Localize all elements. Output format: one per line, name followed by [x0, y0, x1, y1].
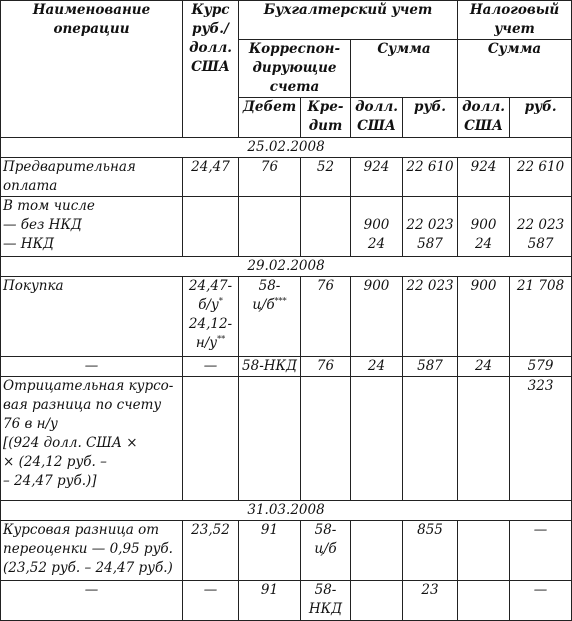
- tax-usd-cell: 900 24: [458, 197, 510, 257]
- tax-usd-cell: [458, 581, 510, 621]
- rub-cell: 22 023: [403, 277, 458, 357]
- rub-cell: [403, 377, 458, 501]
- tax-usd-cell: 24: [458, 357, 510, 377]
- tax-usd-cell: 900: [458, 277, 510, 357]
- debit-cell: [239, 377, 301, 501]
- rub-cell: 587: [403, 357, 458, 377]
- debit-cell: 58-НКД: [239, 357, 301, 377]
- rub-cell: 23: [403, 581, 458, 621]
- debit-cell: 91: [239, 521, 301, 581]
- usd-cell: 900: [351, 277, 403, 357]
- header-operation: Наименование операции: [1, 1, 183, 138]
- operation-name: Предварительная оплата: [1, 158, 183, 197]
- table-row: [1, 277, 572, 357]
- header-accounting: Бухгалтерский учет: [239, 1, 458, 40]
- debit-line: ц/б***: [252, 296, 287, 313]
- rate-cell: [183, 377, 239, 501]
- header-debit: Дебет: [239, 98, 301, 138]
- credit-cell: 58- НКД: [301, 581, 351, 621]
- rate-cell: [183, 197, 239, 257]
- credit-cell: 52: [301, 158, 351, 197]
- credit-cell: [301, 197, 351, 257]
- rate-cell: —: [183, 581, 239, 621]
- rate-line: н/у**: [195, 334, 226, 351]
- usd-cell: [351, 521, 403, 581]
- tax-usd-cell: 924: [458, 158, 510, 197]
- rate-cell: 23,52: [183, 521, 239, 581]
- debit-cell: [239, 277, 301, 357]
- operation-name: В том числе — без НКД — НКД: [1, 197, 183, 257]
- rate-cell: [183, 277, 239, 357]
- debit-line: 58-: [258, 278, 281, 294]
- footnote-mark: **: [217, 334, 226, 344]
- tax-rub-cell: 579: [510, 357, 572, 377]
- tax-usd-cell: [458, 521, 510, 581]
- date-row: 25.02.2008: [1, 138, 572, 158]
- usd-cell: 900 24: [351, 197, 403, 257]
- debit-cell: 76: [239, 158, 301, 197]
- credit-cell: 58- ц/б: [301, 521, 351, 581]
- usd-cell: [351, 581, 403, 621]
- rate-line: 24,12-: [188, 316, 233, 332]
- credit-cell: 76: [301, 357, 351, 377]
- table-row: [1, 377, 572, 501]
- header-rub: руб.: [403, 98, 458, 138]
- table-row: [1, 357, 572, 377]
- date-row: 31.03.2008: [1, 501, 572, 521]
- tax-rub-cell: —: [510, 581, 572, 621]
- header-rate: Курс руб./ долл. США: [183, 1, 239, 138]
- debit-cell: [239, 197, 301, 257]
- rate-cell: —: [183, 357, 239, 377]
- tax-usd-cell: [458, 377, 510, 501]
- usd-cell: 924: [351, 158, 403, 197]
- operation-name: Курсовая разница от переоценки — 0,95 руб. (23,52 руб. – 24,47 руб.): [1, 521, 183, 581]
- table-row: [1, 158, 572, 197]
- header-tax-sum: Сумма: [458, 40, 572, 98]
- credit-cell: [301, 377, 351, 501]
- rub-cell: 855: [403, 521, 458, 581]
- operation-name: —: [1, 357, 183, 377]
- table-row: [1, 197, 572, 257]
- header-corr-accounts: Корреспон- дирующие счета: [239, 40, 351, 98]
- rate-cell: 24,47: [183, 158, 239, 197]
- footnote-mark: *: [218, 296, 223, 306]
- usd-cell: [351, 377, 403, 501]
- tax-rub-cell: 323: [510, 377, 572, 501]
- table-row: [1, 521, 572, 581]
- header-tax-usd: долл. США: [458, 98, 510, 138]
- header-sum: Сумма: [351, 40, 458, 98]
- tax-rub-cell: 22 023 587: [510, 197, 572, 257]
- credit-cell: 76: [301, 277, 351, 357]
- date-row: 29.02.2008: [1, 257, 572, 277]
- table-row: [1, 581, 572, 621]
- operation-name: Покупка: [1, 277, 183, 357]
- operation-name: Отрицательная курсо- вая разница по счету 76 в н/у [(924 долл. США × × (24,12 руб. – – 24,47 руб.)]: [1, 377, 183, 501]
- usd-cell: 24: [351, 357, 403, 377]
- header-credit: Кре- дит: [301, 98, 351, 138]
- rate-line: б/у*: [198, 296, 223, 313]
- header-tax: Налоговый учет: [458, 1, 572, 40]
- tax-rub-cell: —: [510, 521, 572, 581]
- rub-cell: 22 023 587: [403, 197, 458, 257]
- footnote-mark: ***: [274, 296, 287, 306]
- tax-rub-cell: 22 610: [510, 158, 572, 197]
- rub-cell: 22 610: [403, 158, 458, 197]
- header-usd: долл. США: [351, 98, 403, 138]
- tax-rub-cell: 21 708: [510, 277, 572, 357]
- operation-name: —: [1, 581, 183, 621]
- rate-line: 24,47-: [188, 278, 233, 294]
- header-tax-rub: руб.: [510, 98, 572, 138]
- debit-cell: 91: [239, 581, 301, 621]
